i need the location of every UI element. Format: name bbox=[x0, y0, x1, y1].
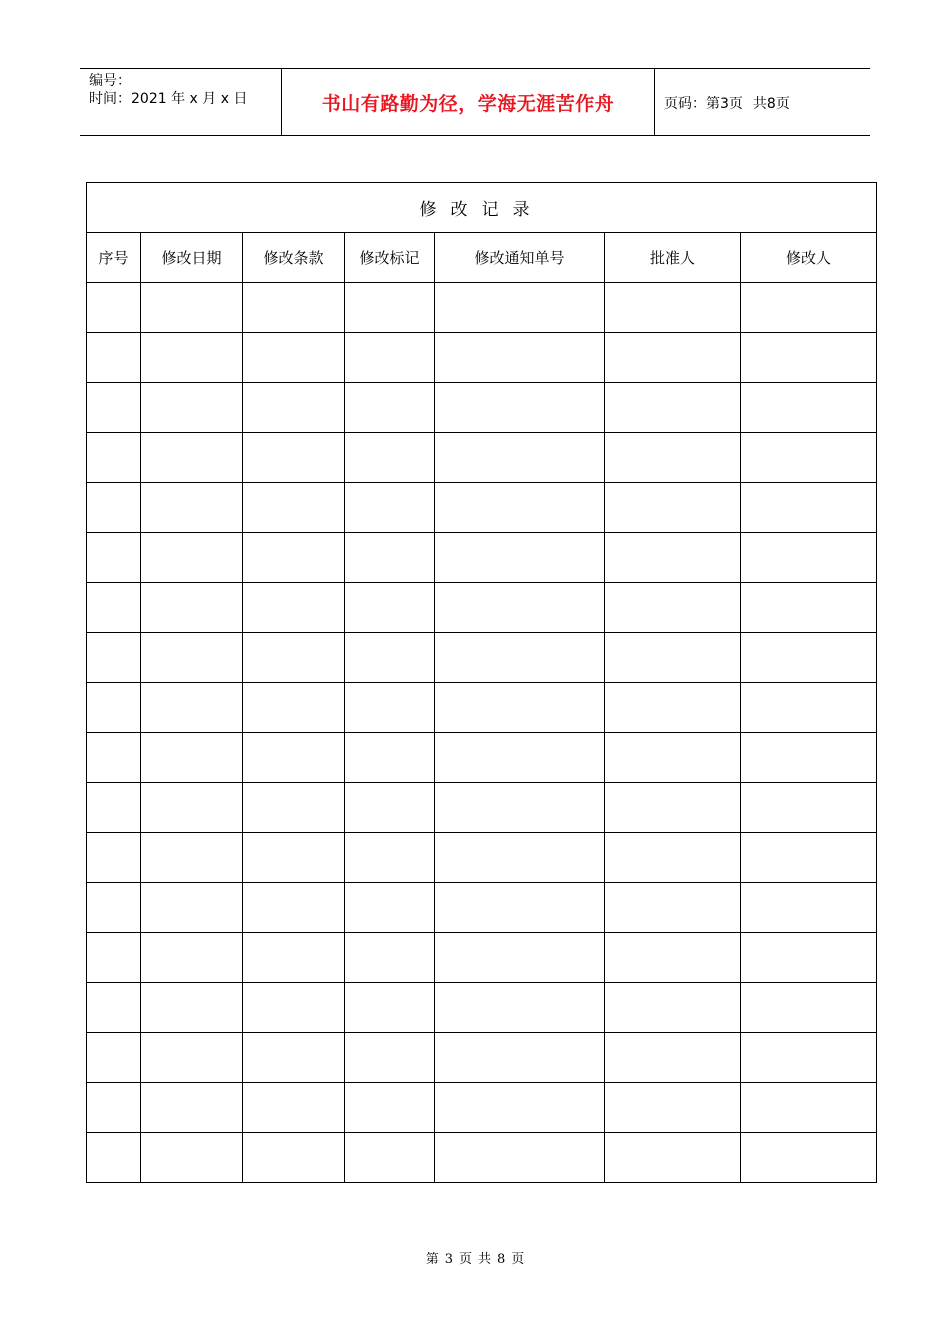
table-cell bbox=[605, 1083, 741, 1133]
table-cell bbox=[87, 383, 141, 433]
table-cell bbox=[435, 1133, 605, 1183]
table-cell bbox=[605, 633, 741, 683]
table-cell bbox=[605, 883, 741, 933]
footer-total-pages: 8 bbox=[497, 1252, 506, 1267]
table-cell bbox=[345, 783, 435, 833]
table-row bbox=[87, 883, 877, 933]
table-cell bbox=[435, 283, 605, 333]
table-cell bbox=[141, 633, 243, 683]
table-cell bbox=[87, 1133, 141, 1183]
table-cell bbox=[741, 333, 877, 383]
table-row bbox=[87, 783, 877, 833]
table-cell bbox=[141, 833, 243, 883]
table-cell bbox=[141, 783, 243, 833]
table-cell bbox=[741, 783, 877, 833]
page-info-prefix: 页码：第 bbox=[664, 96, 720, 112]
table-cell bbox=[243, 783, 345, 833]
table-cell bbox=[87, 283, 141, 333]
table-row bbox=[87, 433, 877, 483]
table-cell bbox=[243, 633, 345, 683]
table-cell bbox=[741, 1133, 877, 1183]
table-cell bbox=[87, 533, 141, 583]
table-cell bbox=[741, 583, 877, 633]
footer-word: 共 bbox=[478, 1252, 492, 1267]
table-cell bbox=[741, 933, 877, 983]
document-header bbox=[80, 68, 870, 136]
table-cell bbox=[141, 1033, 243, 1083]
table-cell bbox=[87, 933, 141, 983]
table-row bbox=[87, 283, 877, 333]
page-info-suffix: 页 bbox=[775, 96, 790, 112]
table-cell bbox=[141, 433, 243, 483]
table-cell bbox=[605, 283, 741, 333]
table-cell bbox=[435, 833, 605, 883]
table-cell bbox=[141, 483, 243, 533]
table-cell bbox=[741, 733, 877, 783]
table-cell bbox=[345, 333, 435, 383]
table-cell bbox=[141, 933, 243, 983]
table-cell bbox=[87, 483, 141, 533]
table-cell bbox=[345, 433, 435, 483]
table-cell bbox=[243, 833, 345, 883]
table-cell bbox=[141, 733, 243, 783]
table-row bbox=[87, 533, 877, 583]
table-cell bbox=[605, 483, 741, 533]
table-cell bbox=[345, 933, 435, 983]
table-cell bbox=[605, 683, 741, 733]
table-cell bbox=[741, 433, 877, 483]
column-header-notice-number: 修改通知单号 bbox=[435, 233, 605, 283]
table-row bbox=[87, 583, 877, 633]
table-cell bbox=[87, 683, 141, 733]
table-cell bbox=[243, 933, 345, 983]
footer-word: 页 bbox=[511, 1252, 525, 1267]
column-header-index: 序号 bbox=[87, 233, 141, 283]
table-row bbox=[87, 833, 877, 883]
revision-record-table bbox=[86, 182, 877, 1183]
table-cell bbox=[243, 283, 345, 333]
header-motto: 书山有路勤为径，学海无涯苦作舟 bbox=[321, 92, 615, 115]
table-cell bbox=[345, 1033, 435, 1083]
footer-word: 页 bbox=[458, 1252, 472, 1267]
table-cell bbox=[345, 683, 435, 733]
table-cell bbox=[141, 583, 243, 633]
table-cell bbox=[243, 1083, 345, 1133]
table-cell bbox=[345, 833, 435, 883]
table-cell bbox=[87, 883, 141, 933]
table-row bbox=[87, 1083, 877, 1133]
header-divider bbox=[654, 69, 655, 135]
table-cell bbox=[141, 533, 243, 583]
table-row bbox=[87, 1133, 877, 1183]
table-cell bbox=[243, 883, 345, 933]
table-cell bbox=[141, 683, 243, 733]
table-cell bbox=[243, 333, 345, 383]
table-cell bbox=[243, 1133, 345, 1183]
table-cell bbox=[141, 1083, 243, 1133]
header-page-info bbox=[664, 93, 790, 113]
table-cell bbox=[243, 533, 345, 583]
table-cell bbox=[345, 733, 435, 783]
table-cell bbox=[87, 583, 141, 633]
table-row bbox=[87, 1033, 877, 1083]
table-cell bbox=[435, 333, 605, 383]
table-cell bbox=[741, 383, 877, 433]
table-cell bbox=[243, 733, 345, 783]
table-cell bbox=[435, 733, 605, 783]
serial-number-label: 编号： bbox=[89, 73, 131, 89]
column-header-clause: 修改条款 bbox=[243, 233, 345, 283]
table-cell bbox=[741, 1033, 877, 1083]
page-info-current: 3 bbox=[720, 96, 729, 112]
column-header-mark: 修改标记 bbox=[345, 233, 435, 283]
table-cell bbox=[345, 533, 435, 583]
table-cell bbox=[345, 483, 435, 533]
table-cell bbox=[345, 583, 435, 633]
table-cell bbox=[141, 883, 243, 933]
table-cell bbox=[345, 983, 435, 1033]
table-cell bbox=[141, 1133, 243, 1183]
table-cell bbox=[741, 1083, 877, 1133]
table-cell bbox=[605, 833, 741, 883]
column-header-approver: 批准人 bbox=[605, 233, 741, 283]
table-cell bbox=[87, 1033, 141, 1083]
table-cell bbox=[605, 933, 741, 983]
table-cell bbox=[605, 383, 741, 433]
table-row bbox=[87, 483, 877, 533]
table-cell bbox=[605, 583, 741, 633]
page-footer bbox=[0, 1248, 950, 1267]
table-cell bbox=[345, 1133, 435, 1183]
table-cell bbox=[741, 883, 877, 933]
time-label: 时间：2021 年 x 月 x 日 bbox=[89, 91, 248, 107]
table-cell bbox=[87, 733, 141, 783]
table-row bbox=[87, 983, 877, 1033]
table-cell bbox=[345, 383, 435, 433]
table-cell bbox=[435, 583, 605, 633]
table-cell bbox=[435, 983, 605, 1033]
table-cell bbox=[243, 1033, 345, 1083]
footer-current-page: 3 bbox=[444, 1252, 453, 1267]
page-info-total: 8 bbox=[766, 96, 776, 112]
footer-word: 第 bbox=[425, 1252, 439, 1267]
table-row bbox=[87, 383, 877, 433]
table-cell bbox=[87, 983, 141, 1033]
table-cell bbox=[605, 333, 741, 383]
table-cell bbox=[741, 983, 877, 1033]
table-cell bbox=[605, 983, 741, 1033]
table-cell bbox=[741, 483, 877, 533]
table-cell bbox=[435, 933, 605, 983]
table-cell bbox=[87, 783, 141, 833]
table-row bbox=[87, 683, 877, 733]
table-cell bbox=[141, 333, 243, 383]
table-cell bbox=[435, 383, 605, 433]
table-row bbox=[87, 933, 877, 983]
table-cell bbox=[435, 1033, 605, 1083]
table-cell bbox=[435, 433, 605, 483]
table-cell bbox=[741, 683, 877, 733]
table-cell bbox=[345, 883, 435, 933]
table-cell bbox=[435, 683, 605, 733]
table-cell bbox=[605, 783, 741, 833]
table-cell bbox=[741, 833, 877, 883]
table-cell bbox=[741, 533, 877, 583]
table-cell bbox=[435, 633, 605, 683]
table-cell bbox=[435, 483, 605, 533]
table-cell bbox=[435, 1083, 605, 1133]
table-cell bbox=[605, 1033, 741, 1083]
table-cell bbox=[87, 333, 141, 383]
table-row bbox=[87, 633, 877, 683]
table-cell bbox=[345, 633, 435, 683]
table-cell bbox=[243, 483, 345, 533]
table-cell bbox=[605, 1133, 741, 1183]
table-title: 修改记录 bbox=[87, 183, 877, 233]
page-info-mid: 页 bbox=[728, 96, 743, 112]
table-cell bbox=[605, 733, 741, 783]
table-cell bbox=[345, 1083, 435, 1133]
page-info-total-prefix: 共 bbox=[752, 96, 767, 112]
table-cell bbox=[141, 983, 243, 1033]
table-cell bbox=[435, 533, 605, 583]
table-cell bbox=[87, 833, 141, 883]
table-cell bbox=[741, 633, 877, 683]
table-cell bbox=[141, 283, 243, 333]
table-cell bbox=[87, 633, 141, 683]
table-cell bbox=[87, 433, 141, 483]
table-cell bbox=[243, 383, 345, 433]
table-cell bbox=[345, 283, 435, 333]
column-header-modifier: 修改人 bbox=[741, 233, 877, 283]
header-meta bbox=[80, 69, 281, 135]
table-cell bbox=[243, 433, 345, 483]
table-cell bbox=[141, 383, 243, 433]
table-row bbox=[87, 733, 877, 783]
table-cell bbox=[741, 283, 877, 333]
table-cell bbox=[605, 433, 741, 483]
table-cell bbox=[87, 1083, 141, 1133]
column-header-date: 修改日期 bbox=[141, 233, 243, 283]
table-cell bbox=[605, 533, 741, 583]
table-cell bbox=[243, 683, 345, 733]
table-row bbox=[87, 333, 877, 383]
table-cell bbox=[243, 983, 345, 1033]
table-cell bbox=[243, 583, 345, 633]
table-cell bbox=[435, 883, 605, 933]
table-cell bbox=[435, 783, 605, 833]
